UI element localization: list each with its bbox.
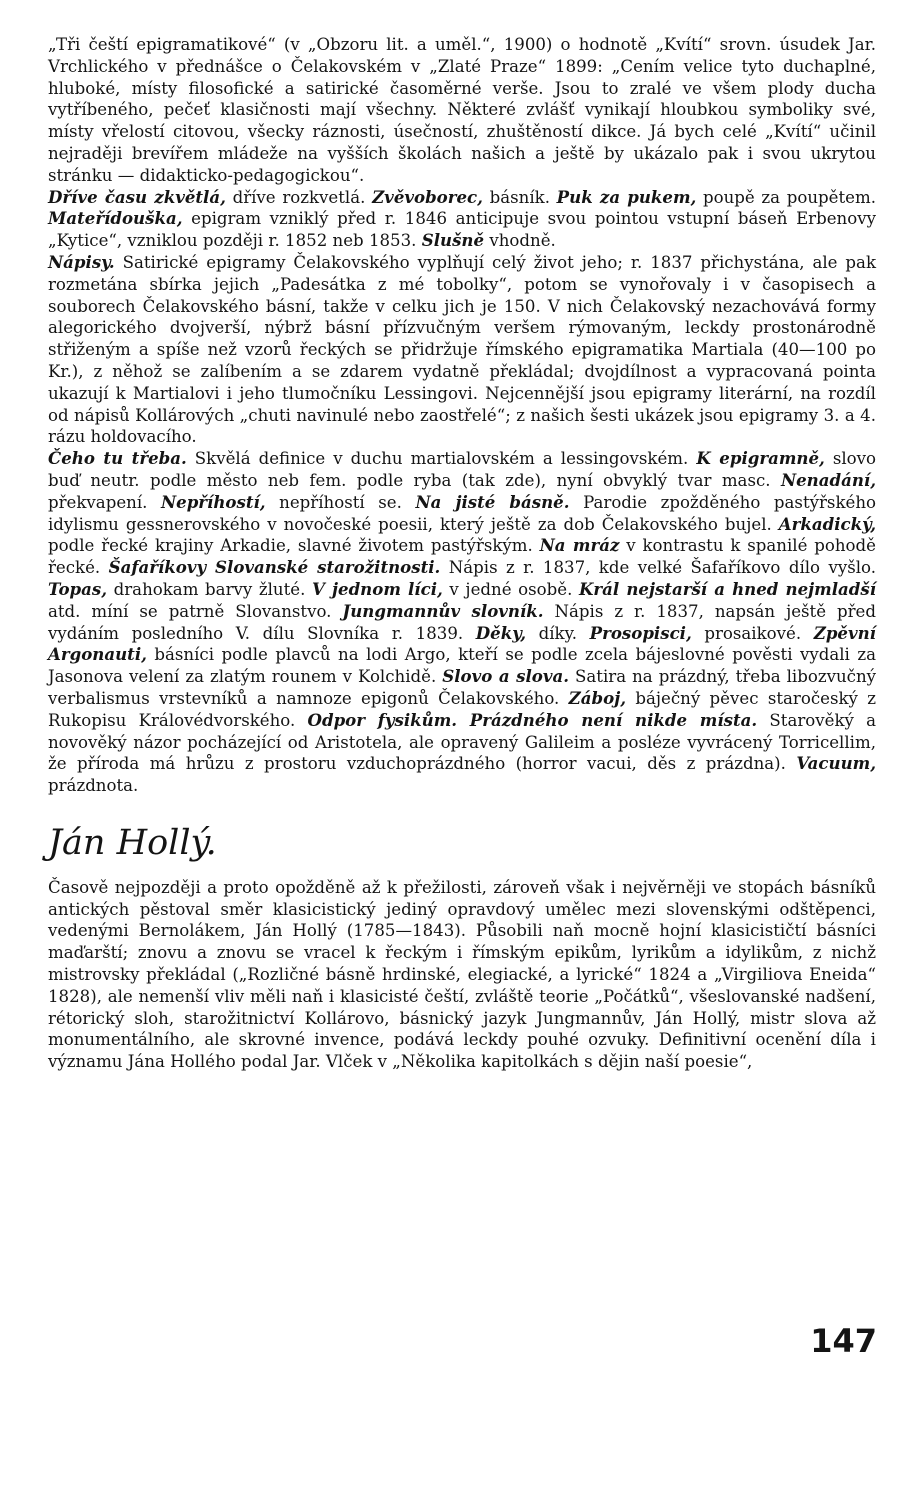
italic-term: Zpěvní Argonauti, <box>48 622 876 665</box>
text-run: vhodně. <box>484 231 556 251</box>
text-run: Časově nejpozději a proto opožděně až k přežilosti, zároveň však i nejvěrněji ve stopách básníků antických pěstoval směr klasicistický jediný opravdový umělec mezi slovenskými odštěpenci, vedenými Bernolákem, Ján Hollý (1785—1843). Působili naň mocně hojní klasicističtí básníci maďarští; znovu a znovu se vracel k řeckým i římským epikům, lyrikům a idylikům, z nichž mistrovsky překládal („Rozličné básně hrdinské, elegiacké, a lyrické“ 1824 a „Virgiliova Eneida“ 1828), ale nemenší vliv měli naň i klasicisté čeští, zvláště teorie „Počátků“, všeslovanské nadšení, rétorický sloh, starožitnictví Kollárovo, básnický jazyk Jungmannův, Ján Hollý, mistr slova až monumentálního, ale skrovné invence, podává leckdy pouhé ozvuky. Definitivní ocenění díla i významu Jána Hollého podal Jar. Vlček v „Několika kapitolkách s dějin naší poesie“, <box>48 877 876 1072</box>
italic-term: Dříve času zkvětlá, <box>48 186 226 207</box>
text-run: Skvělá definice v duchu martialovském a lessingovském. <box>186 449 697 469</box>
italic-term: Vacuum, <box>796 753 876 774</box>
text-run: slovo buď neutr. podle město neb fem. podle ryba (tak zde), nyní obvyklý tvar masc. <box>48 449 877 490</box>
text-run: Satira na prázdný, třeba libozvučný verbalismus vrstevníků a namnoze epigonů Čelakovského. <box>48 667 877 708</box>
italic-term: Nenadání, <box>780 469 876 490</box>
italic-term: Odpor fysikům. Prázdného není nikde místa. <box>307 709 758 730</box>
text-run: Ján Hollý. <box>48 822 217 863</box>
italic-term: Puk za pukem, <box>556 186 697 207</box>
italic-term: Šafaříkovy Slovanské starožitnosti. <box>108 557 441 578</box>
page-body <box>48 34 876 1073</box>
italic-term: Na mráz <box>539 535 620 556</box>
italic-term: Jungmannův slovník. <box>342 600 544 621</box>
italic-term: Arkadický, <box>778 513 876 534</box>
paragraph <box>48 187 876 252</box>
text-run: v kontrastu k spanilé pohodě řecké. <box>48 536 876 578</box>
italic-term: Král nejstarší a hned nejmladší <box>578 578 877 599</box>
text-run: prosaikové. <box>691 623 814 643</box>
text-run: podle řecké krajiny Arkadie, slavné životem pastýřským. <box>48 536 540 556</box>
text-run: poupě za poupětem. <box>696 187 876 207</box>
paragraph <box>48 252 876 448</box>
italic-term: Zvěvoborec, <box>372 186 483 207</box>
text-run: Parodie zpožděného pastýřského idylismu gessnerovského v novočeské poesii, který ještě za dob Čelakovského bujel. <box>48 492 876 534</box>
italic-term: Slovo a slova. <box>442 666 570 687</box>
text-run: dříve rozkvetlá. <box>225 187 373 207</box>
italic-term: Topas, <box>48 578 107 599</box>
italic-term: V jednom líci, <box>312 578 443 599</box>
text-run: v jedné osobě. <box>442 579 579 599</box>
text-run: díky. <box>526 623 590 643</box>
italic-term: Slušně <box>421 230 485 251</box>
text-run: Satirické epigramy Čelakovského vyplňují celý život jeho; r. 1837 přichystána, ale pak rozmetána sbírka jejich „Padesátka z mé tobolky“, potom se vynořovaly i v časopisech a souborech Čelakovského básní, takže v celku jich je 150. V nich Čelakovský nezachovává formy alegorického dvojverší, nýbrž básní přízvučným veršem rýmovaným, leckdy prostonárodně střiženým a spíše než vzorů řeckých se přidržuje římského epigramatika Martiala (40—100 po Kr.), z něhož se zalíbením a se zdarem vydatně překládal; dvojdílnost a vypracovaná pointa ukazují k Martialovi i jeho tlumočníku Lessingovi. Nejcennější jsou epigramy literární, na rozdíl od nápisů Kollárových „chuti navinulé nebo zaostřelé“; z našich šesti ukázek jsou epigramy 3. a 4. rázu holdovacího. <box>48 252 876 447</box>
text-run: „Tři čeští epigramatikové“ (v „Obzoru lit. a uměl.“, 1900) o hodnotě „Kvítí“ srovn. úsudek Jar. Vrchlického v přednášce o Čelakovském v „Zlaté Praze“ 1899: „Cením velice tyto duchaplné, hluboké, místy filosofické a satirické časoměrné verše. Jsou to zralé ve všem plody ducha vytříbeného, pečeť klasičnosti mají všechny. Některé zvlášť vynikají hloubkou symboliky své, místy vřelostí citovou, všecky ráznosti, úsečností, zhuštěností dikce. Já bych celé „Kvítí“ učinil nejraději brevířem mládeže na vyšších školách našich a ještě by ukázalo pak i svou ukrytou stránku — didakticko-pedagogickou“. <box>48 35 876 185</box>
paragraph <box>48 877 876 1073</box>
section-heading <box>48 823 876 863</box>
italic-term: Záboj, <box>568 687 626 708</box>
italic-term: Na jisté básně. <box>415 491 570 512</box>
italic-term: Mateřídouška, <box>48 208 183 229</box>
italic-term: Děky, <box>475 622 527 643</box>
text-run: nepříhostí se. <box>265 492 416 512</box>
text-run: básník. <box>482 187 557 207</box>
text-run: epigram vzniklý před r. 1846 anticipuje svou pointou vstupní báseň Erbenovy „Kytice“, vzniklou později r. 1852 neb 1853. <box>48 209 876 251</box>
page-number: 147 <box>810 1322 877 1360</box>
italic-term: Nápisy. <box>48 251 115 272</box>
text-run: Starověký a novověký názor pocházející od Aristotela, ale opravený Galileim a posléze vyvrácený Torricellim, že příroda má hrůzu z prostoru vzduchoprázdného (horror vacui, děs z prázdna). <box>48 710 877 774</box>
text-run: prázdnota. <box>48 776 139 796</box>
text-run: Nápis z r. 1837, napsán ještě před vydáním posledního V. dílu Slovníka r. 1839. <box>48 601 876 643</box>
text-run: překvapení. <box>48 492 161 512</box>
text-run: drahokam barvy žluté. <box>107 579 313 599</box>
text-run: básníci podle plavců na lodi Argo, kteří se podle zcela bájeslovné pověsti vydali za Jasonova velení za zlatým rounem v Kolchidě. <box>48 645 876 687</box>
paragraph <box>48 448 876 797</box>
text-run: báječný pěvec staročeský z Rukopisu Královédvorského. <box>48 688 877 730</box>
italic-term: Nepříhostí, <box>160 491 266 512</box>
italic-term: Prosopisci, <box>589 622 692 643</box>
italic-term: Čeho tu třeba. <box>48 448 187 469</box>
italic-term: K epigramně, <box>696 448 825 469</box>
text-run: Nápis z r. 1837, kde velké Šafaříkovo dílo vyšlo. <box>440 558 876 578</box>
paragraph <box>48 34 876 187</box>
text-run: atd. míní se patrně Slovanstvo. <box>48 601 343 621</box>
